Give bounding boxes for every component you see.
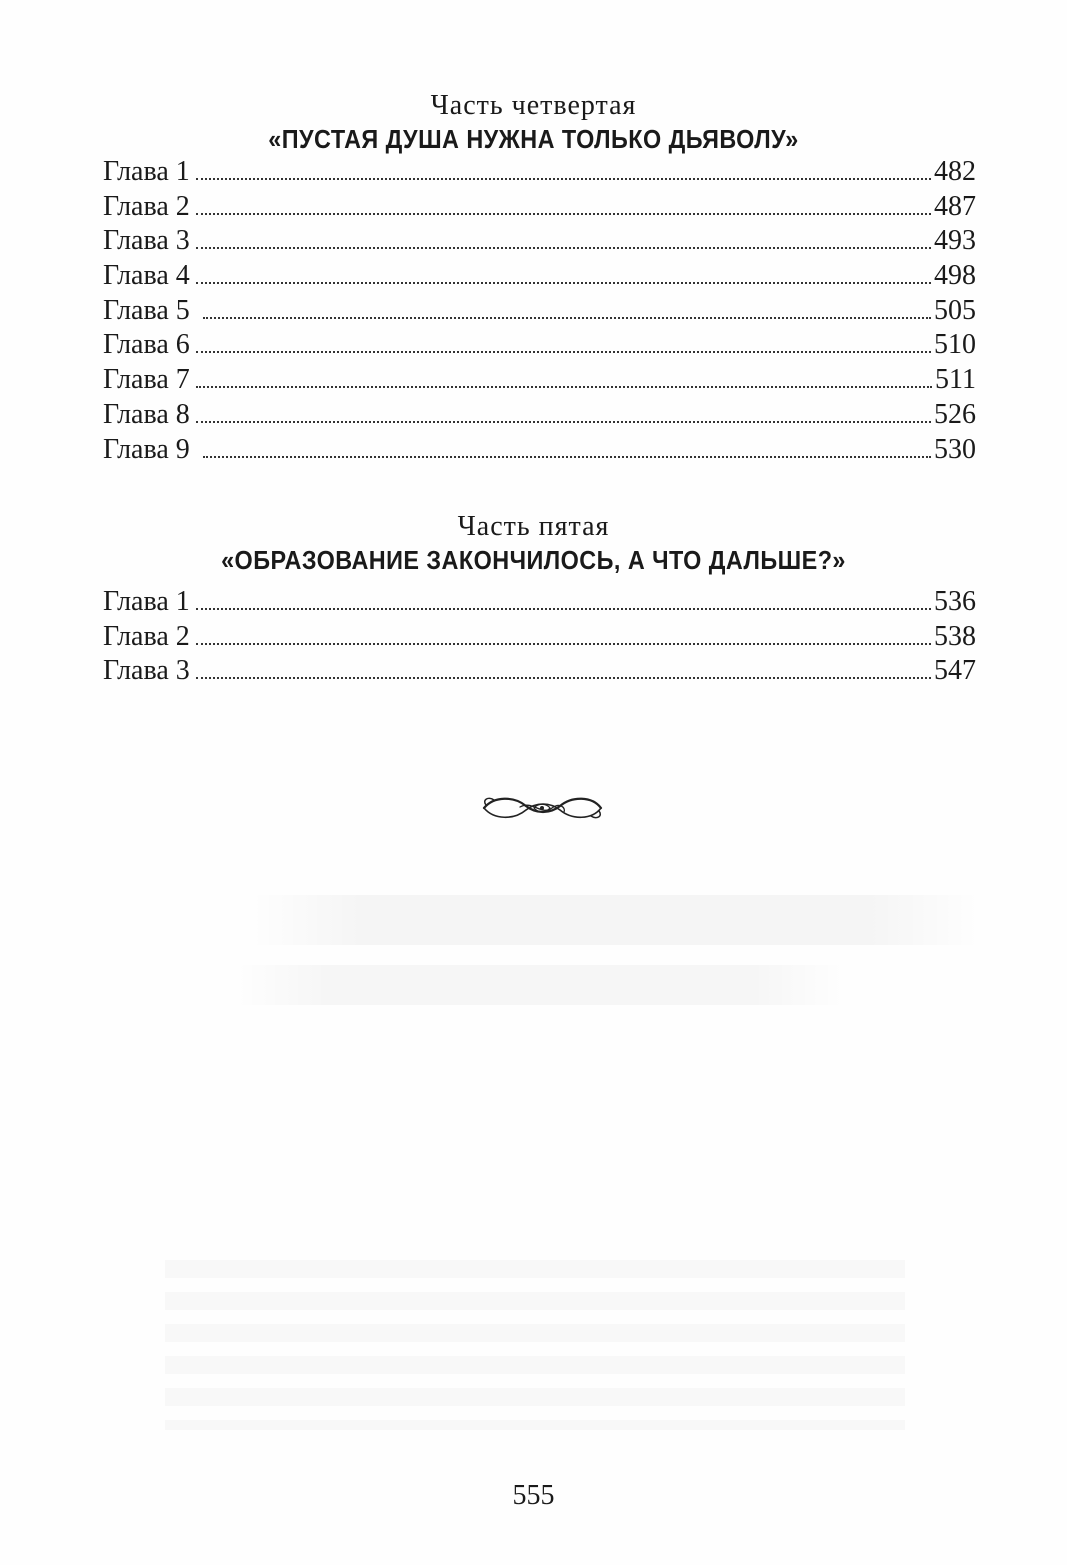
chapter-page: 511: [935, 364, 976, 396]
chapter-page: 538: [934, 620, 976, 652]
toc-row[interactable]: [103, 363, 976, 398]
dot-leader: [196, 643, 931, 645]
chapter-page: 530: [934, 433, 976, 465]
part-label: Часть четвертая: [430, 90, 637, 121]
chapter-page: 498: [934, 260, 976, 292]
dot-leader: [196, 351, 931, 353]
bleed-through-block-1: [250, 895, 980, 945]
dot-leader: [203, 456, 931, 458]
bleed-through-block-2: [235, 965, 845, 1005]
toc-row[interactable]: [103, 328, 976, 363]
chapter-label: Глава 9: [103, 433, 197, 465]
dot-leader: [196, 178, 931, 180]
page-number: 555: [512, 1480, 555, 1511]
chapter-label: Глава 4: [103, 260, 190, 292]
chapter-label: Глава 8: [103, 398, 190, 430]
dot-leader: [196, 282, 931, 284]
part-five-toc: [103, 585, 976, 689]
dot-leader: [196, 386, 932, 388]
toc-row[interactable]: [103, 190, 976, 225]
chapter-label: Глава 3: [103, 225, 190, 257]
chapter-page: 547: [934, 655, 976, 687]
chapter-label: Глава 3: [103, 655, 190, 687]
chapter-label: Глава 1: [103, 156, 190, 187]
part-title: «ОБРАЗОВАНИЕ ЗАКОНЧИЛОСЬ, А ЧТО ДАЛЬШЕ?»: [221, 545, 846, 575]
chapter-label: Глава 5: [103, 294, 197, 326]
dot-leader: [203, 317, 931, 319]
toc-row[interactable]: [103, 155, 976, 190]
part-five-heading: [0, 511, 1067, 577]
chapter-label: Глава 2: [103, 620, 190, 652]
part-title: «ПУСТАЯ ДУША НУЖНА ТОЛЬКО ДЬЯВОЛУ»: [268, 124, 799, 154]
chapter-page: 510: [934, 329, 976, 361]
chapter-page: 482: [934, 156, 976, 187]
dot-leader: [196, 421, 931, 423]
toc-row[interactable]: [103, 654, 976, 689]
toc-row[interactable]: [103, 259, 976, 294]
dot-leader: [196, 247, 931, 249]
chapter-label: Глава 6: [103, 329, 190, 361]
chapter-label: Глава 1: [103, 586, 190, 617]
part-four-heading: [0, 90, 1067, 156]
toc-row[interactable]: [103, 585, 976, 620]
chapter-page: 493: [934, 225, 976, 257]
chapter-page: 505: [934, 294, 976, 326]
toc-row[interactable]: [103, 620, 976, 655]
dot-leader: [196, 608, 931, 610]
dot-leader: [196, 677, 931, 679]
chapter-page: 526: [934, 398, 976, 430]
toc-row[interactable]: [103, 224, 976, 259]
toc-row[interactable]: [103, 433, 976, 468]
bleed-through-block-3: [165, 1260, 905, 1430]
toc-row[interactable]: [103, 398, 976, 433]
chapter-label: Глава 2: [103, 190, 190, 222]
chapter-page: 536: [934, 586, 976, 617]
chapter-page: 487: [934, 190, 976, 222]
toc-row[interactable]: [103, 294, 976, 329]
flourish-ornament-icon: [480, 786, 605, 828]
dot-leader: [196, 213, 931, 215]
part-label: Часть пятая: [457, 511, 610, 542]
chapter-label: Глава 7: [103, 364, 190, 396]
part-four-toc: [103, 155, 976, 467]
